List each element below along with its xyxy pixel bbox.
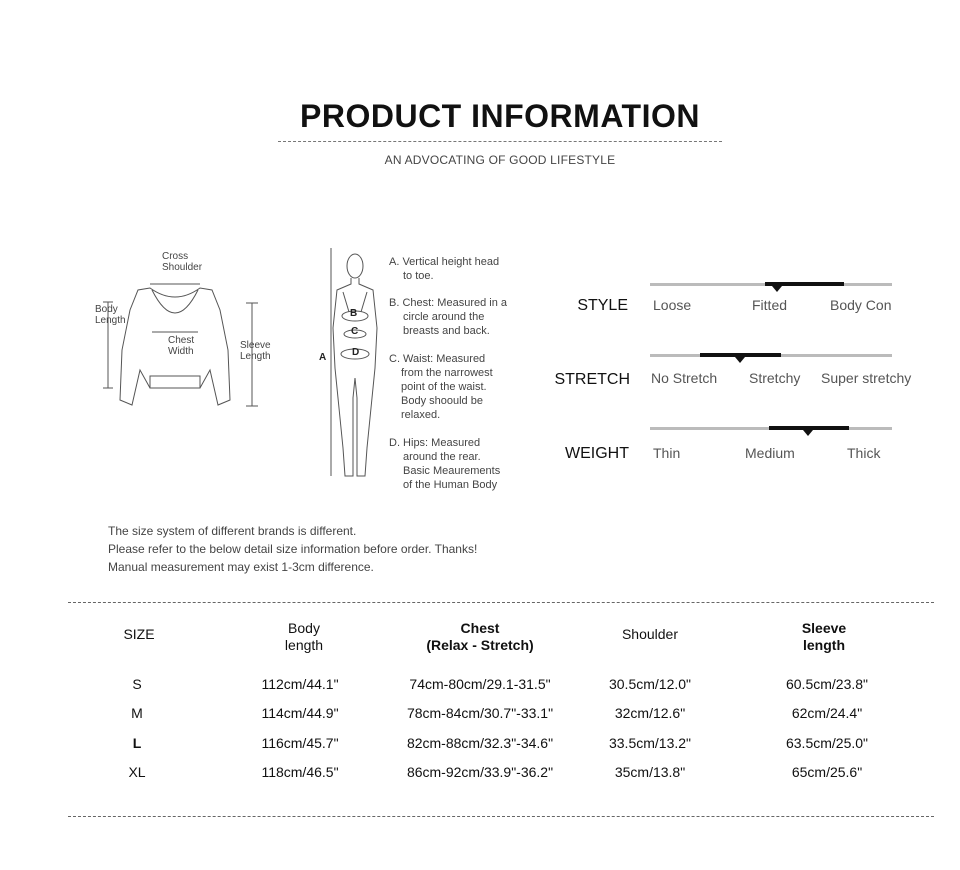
style-scale-label: STYLE: [577, 297, 628, 314]
size-note-line-3: Manual measurement may exist 1-3cm difference.: [108, 560, 374, 574]
cross-shoulder-label: Cross Shoulder: [162, 251, 203, 273]
stretch-option-super-stretchy: Super stretchy: [821, 370, 912, 386]
header-body-length: Body length: [284, 620, 324, 653]
weight-scale-pointer: [803, 430, 813, 436]
weight-option-thick: Thick: [847, 445, 881, 461]
cell-shoulder: 33.5cm/13.2": [608, 735, 692, 751]
cell-chest: 78cm-84cm/30.7"-33.1": [406, 705, 554, 721]
header-size: SIZE: [123, 626, 155, 642]
table-bottom-divider: [68, 816, 934, 817]
size-note-line-2: Please refer to the below detail size information before order. Thanks!: [108, 542, 478, 556]
cell-shoulder: 30.5cm/12.0": [608, 676, 692, 692]
cell-sleeve-length: 60.5cm/23.8": [785, 676, 869, 692]
style-scale-pointer: [772, 286, 782, 292]
stretch-option-no-stretch: No Stretch: [651, 370, 718, 386]
cell-body-length: 118cm/46.5": [261, 764, 339, 780]
style-option-loose: Loose: [653, 297, 692, 313]
cell-chest: 82cm-88cm/32.3"-34.6": [406, 735, 554, 751]
style-option-body-con: Body Con: [830, 297, 892, 313]
table-row: [0, 705, 960, 723]
weight-option-medium: Medium: [745, 445, 795, 461]
stretch-scale-label: STRETCH: [554, 371, 630, 388]
measurement-note-c: C. Waist: Measured from the narrowest point of the waist. Body shoould be relaxed.: [389, 353, 493, 421]
body-letter-d: D: [352, 347, 360, 358]
human-body-illustration: [325, 248, 385, 483]
table-top-divider: [68, 602, 934, 603]
stretch-scale-pointer: [735, 357, 745, 363]
header-shoulder: Shoulder: [621, 626, 679, 642]
cell-sleeve-length: 65cm/25.6": [791, 764, 863, 780]
chest-width-label: Chest Width: [168, 335, 195, 357]
header-chest: Chest (Relax - Stretch): [426, 620, 534, 653]
body-length-label: Body Length: [95, 304, 126, 326]
body-letter-b: B: [350, 308, 358, 319]
cell-sleeve-length: 62cm/24.4": [791, 705, 863, 721]
cell-body-length: 112cm/44.1": [261, 676, 339, 692]
header-sleeve-length: Sleeve length: [801, 620, 847, 653]
cell-shoulder: 35cm/13.8": [614, 764, 686, 780]
measurement-note-d: D. Hips: Measured around the rear. Basic Meaurements of the Human Body: [389, 437, 501, 491]
weight-option-thin: Thin: [653, 445, 681, 461]
body-letter-a: A: [319, 352, 327, 363]
page-title: PRODUCT INFORMATION: [300, 98, 700, 134]
size-note-line-1: The size system of different brands is different.: [108, 524, 357, 538]
weight-scale-label: WEIGHT: [565, 445, 629, 462]
cell-body-length: 116cm/45.7": [261, 735, 339, 751]
cell-size: S: [132, 676, 142, 692]
title-divider: [278, 141, 722, 142]
cell-shoulder: 32cm/12.6": [614, 705, 686, 721]
measurement-note-a: A. Vertical height head to toe.: [389, 256, 500, 282]
cell-size: XL: [128, 764, 146, 780]
cell-size: M: [131, 705, 143, 721]
table-row: [0, 764, 960, 782]
cell-sleeve-length: 63.5cm/25.0": [785, 735, 869, 751]
stretch-option-stretchy: Stretchy: [749, 370, 801, 386]
table-row: [0, 676, 960, 694]
measurement-note-b: B. Chest: Measured in a circle around the breasts and back.: [389, 297, 508, 337]
cell-body-length: 114cm/44.9": [261, 705, 339, 721]
cell-size: L: [132, 735, 142, 751]
table-row: [0, 735, 960, 753]
style-option-fitted: Fitted: [752, 297, 788, 313]
cell-chest: 74cm-80cm/29.1-31.5": [409, 676, 551, 692]
cell-chest: 86cm-92cm/33.9"-36.2": [406, 764, 554, 780]
body-letter-c: C: [351, 326, 359, 337]
sleeve-length-label: Sleeve Length: [240, 340, 271, 362]
page-subtitle: AN ADVOCATING OF GOOD LIFESTYLE: [384, 153, 616, 167]
